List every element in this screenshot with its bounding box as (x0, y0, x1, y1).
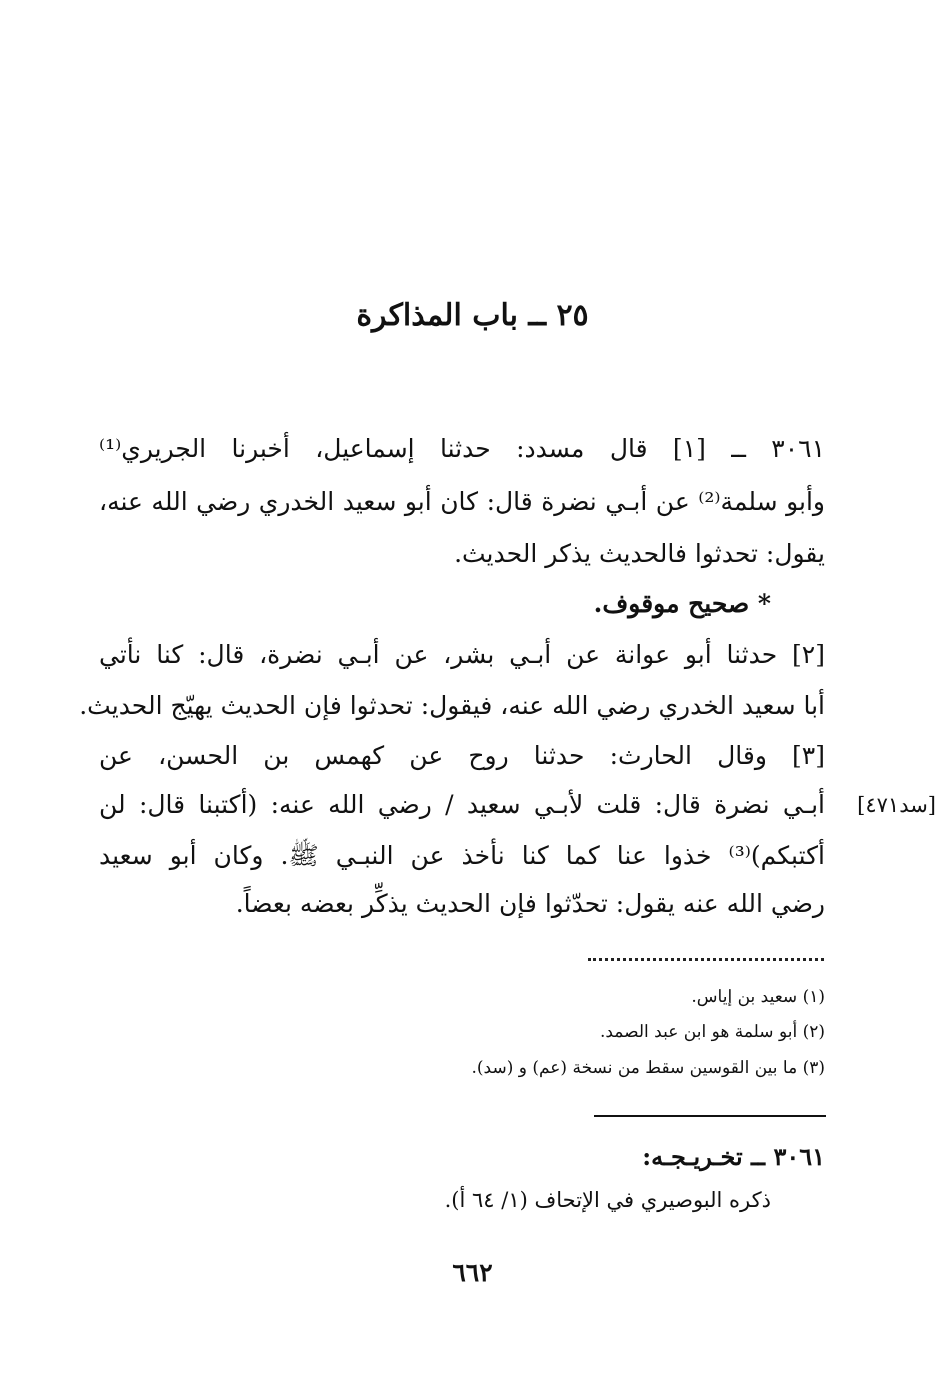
hadith-line-8: أبـي نضرة قال: قلت لأبـي سعيد / رضي الله عنه: (أكتبنا قال: لن (99, 790, 825, 819)
footnote-2: (٢) أبو سلمة هو ابن عبد الصمد. (599, 1022, 825, 1042)
page-number: ٦٦٢ (452, 1258, 493, 1287)
grading-line: * صحيح موقوف. (593, 589, 771, 618)
takhrij-heading: ٣٠٦١ ــ تخـريـجـه: (642, 1142, 825, 1171)
hadith-line-3: يقول: تحدثوا فالحديث يذكر الحديث. (454, 539, 825, 568)
hadith-line-1: ٣٠٦١ ــ [١] قال مسدد: حدثنا إسماعيل، أخبرنا الجريري⁽¹⁾ (99, 434, 825, 463)
hadith-line-7: [٣] وقال الحارث: حدثنا روح عن كهمس بن الحسن، عن (99, 741, 825, 770)
hadith-line-6: أبا سعيد الخدري رضي الله عنه، فيقول: تحدثوا فإن الحديث يهيّج الحديث. (79, 691, 825, 720)
hadith-line-10: رضي الله عنه يقول: تحدّثوا فإن الحديث يذكِّر بعضه بعضاً. (235, 889, 825, 918)
margin-manuscript-ref: [سد٤٧١] (857, 793, 936, 817)
takhrij-text: ذكره البوصيري في الإتحاف (١/ ٦٤ أ). (444, 1188, 771, 1212)
hadith-line-5: [٢] حدثنا أبو عوانة عن أبـي بشر، عن أبـي نضرة، قال: كنا نأتي (99, 640, 825, 669)
footnote-1: (١) سعيد بن إياس. (691, 987, 825, 1007)
footnote-3: (٣) ما بين القوسين سقط من نسخة (عم) و (سد). (471, 1058, 825, 1078)
hadith-line-9: أكتبكم)⁽³⁾ خذوا عنا كما كنا نأخذ عن النبـي ﷺ. وكان أبو سعيد (99, 841, 825, 870)
takhrij-rule (594, 1115, 826, 1117)
hadith-line-2: وأبو سلمة⁽²⁾ عن أبـي نضرة قال: كان أبو سعيد الخدري رضي الله عنه، (99, 487, 826, 516)
chapter-title: ٢٥ ــ باب المذاكرة (356, 298, 589, 333)
footnote-separator (588, 958, 824, 967)
